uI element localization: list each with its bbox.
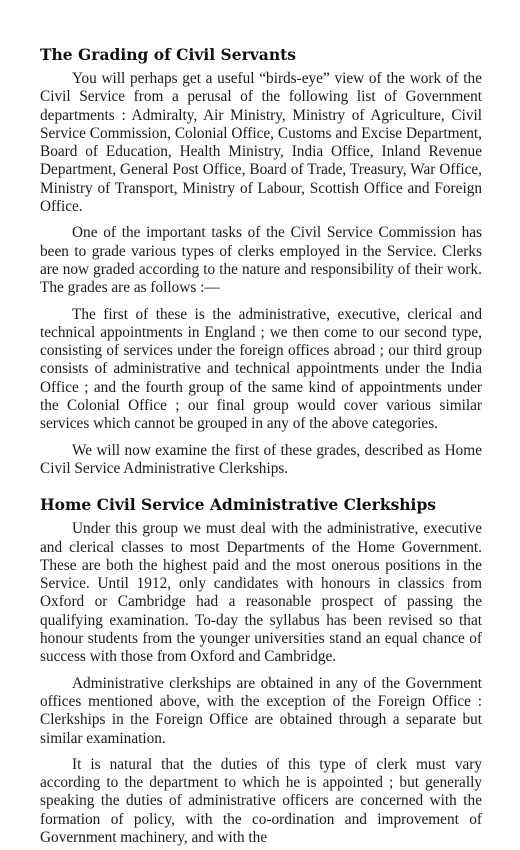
section-heading-home-civil-service: Home Civil Service Administrative Clerkships	[40, 495, 437, 515]
paragraph-grade-types: The first of these is the administrative, executive, clerical and technical appointments in England ; we then come to our second type, consisting of services under the foreign offices abroad ; our third group consists of administrative and technical appointments under the India Office ; and the fourth group of the same kind of appointments under the Colonial Office ; our final group would cover various similar services which cannot be grouped in any of the above categories.	[40, 305, 482, 433]
paragraph-administrative-group: Under this group we must deal with the administrative, executive and clerical classes to most Departments of the Home Government. These are both the highest paid and the most onerous positions in the Service. Until 1912, only candidates with honours in classics from Oxford or Cambridge had a reasonable prospect of passing the qualifying examination. To-day the syllabus has been revised so that honour students from the younger universities stand an equal chance of success with those from Oxford and Cambridge.	[40, 520, 482, 666]
paragraph-grading-tasks: One of the important tasks of the Civil Service Commission has been to grade various types of clerks employed in the Service. Clerks are now graded according to the nature and responsibility of their work. The grades are as follows :—	[40, 224, 482, 297]
paragraph-examine-first: We will now examine the first of these grades, described as Home Civil Service Administrative Clerkships.	[40, 441, 482, 477]
paragraph-clerkships-obtained: Administrative clerkships are obtained in any of the Government offices mentioned above, with the exception of the Foreign Office : Clerkships in the Foreign Office are obtained through a separate but similar examination.	[40, 674, 482, 747]
section-heading-grading: The Grading of Civil Servants	[40, 45, 296, 64]
paragraph-duties: It is natural that the duties of this type of clerk must vary according to the department to which he is appointed ; but generally speaking the duties of administrative officers are concerned with the formation of policy, with the co-ordination and improvement of Government machinery, and with the	[40, 755, 482, 846]
paragraph-departments: You will perhaps get a useful “birds-eye” view of the work of the Civil Service from a perusal of the following list of Government departments : Admiralty, Air Ministry, Ministry of Agriculture, Civil Service Commission, Colonial Office, Customs and Excise Department, Board of Education, Health Ministry, India Office, Inland Revenue Department, General Post Office, Board of Trade, Treasury, War Office, Ministry of Transport, Ministry of Labour, Scottish Office and Foreign Office.	[40, 70, 482, 216]
